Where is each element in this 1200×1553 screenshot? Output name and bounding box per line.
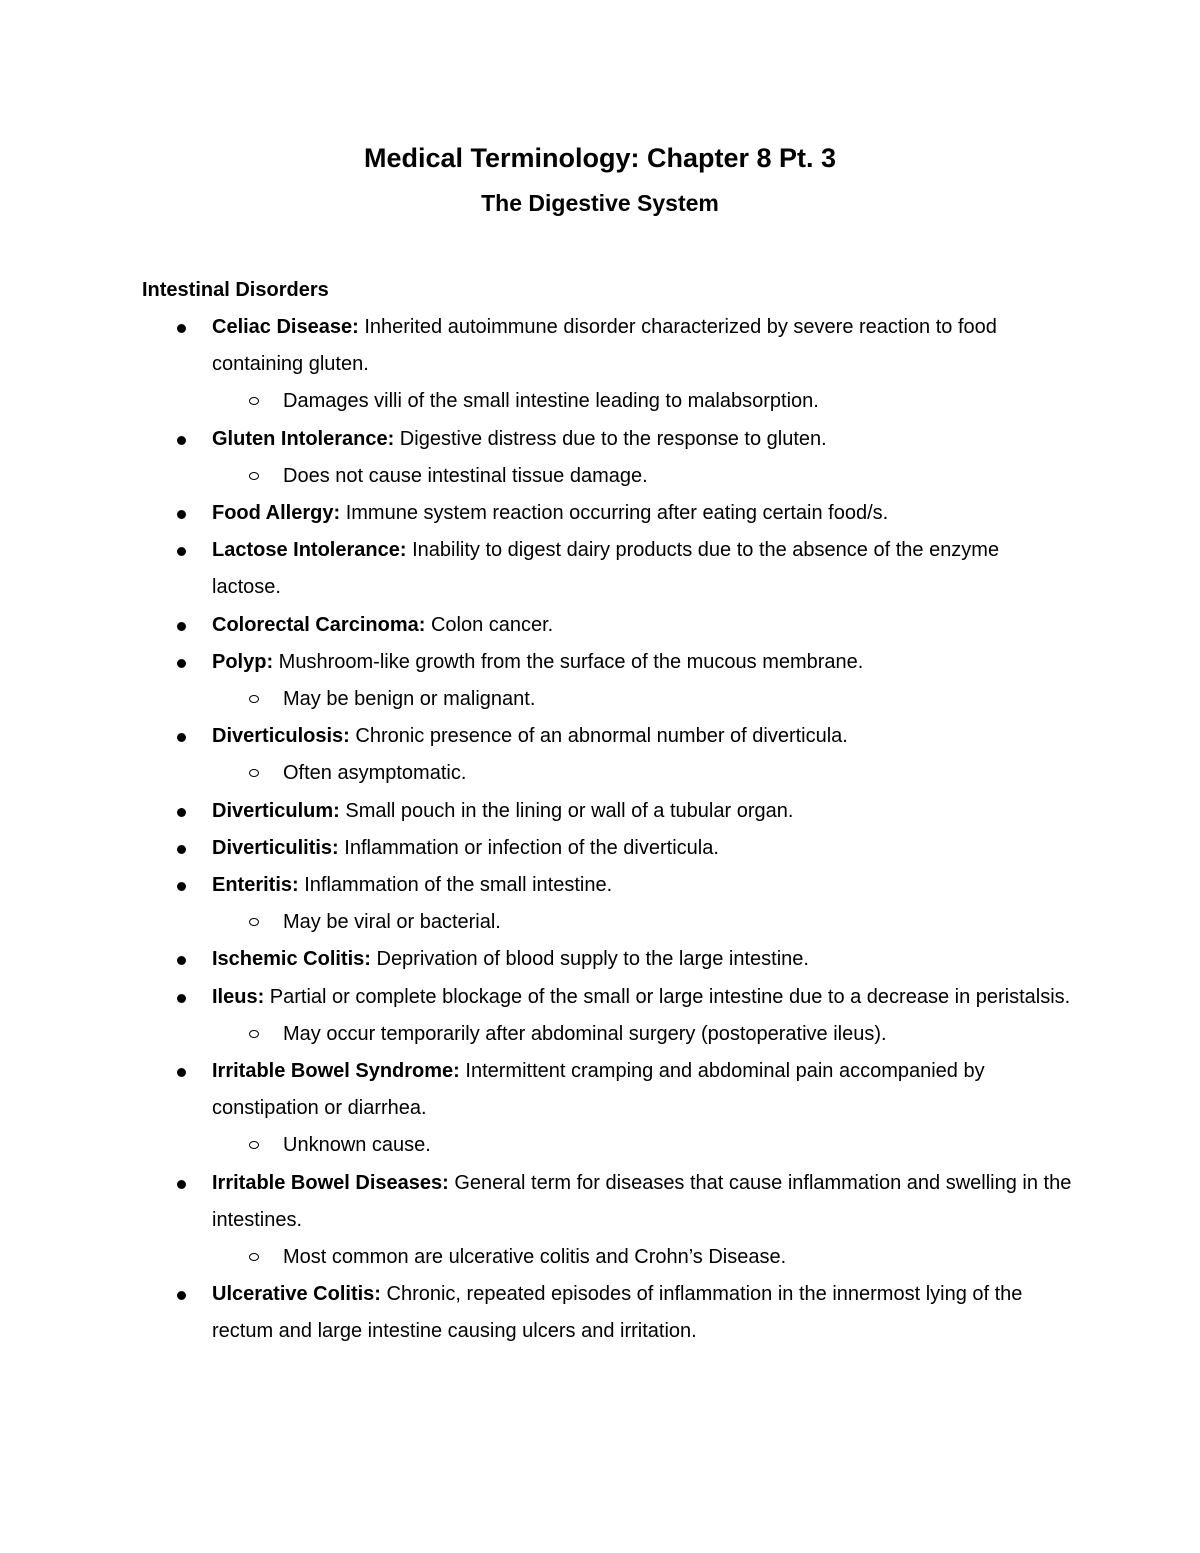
term-label: Celiac Disease: — [212, 316, 359, 338]
bullet-dot-icon — [177, 733, 186, 742]
term-definition: Inability to digest dairy products due to the absence of the enzyme lactose. — [212, 539, 1000, 599]
sub-list-item — [0, 1239, 1083, 1276]
bullet-circle-icon — [249, 918, 259, 926]
term-definition: Inflammation of the small intestine. — [298, 874, 613, 897]
list-item — [0, 718, 1072, 755]
bullet-dot-icon — [177, 324, 186, 333]
note-text: May be benign or malignant. — [283, 688, 536, 711]
term-label: Polyp: — [212, 650, 274, 673]
term-definition: Colon cancer. — [425, 613, 554, 636]
bullet-dot-icon — [177, 547, 186, 556]
sub-list-item — [0, 1127, 1083, 1164]
list-item — [0, 532, 1072, 606]
term-label: Diverticulitis: — [212, 836, 339, 859]
section-heading: Intestinal Disorders — [142, 279, 329, 301]
list-item — [0, 1276, 1072, 1350]
note-text: May be viral or bacterial. — [283, 911, 501, 934]
note-text: May occur temporarily after abdominal surgery (postoperative ileus). — [283, 1022, 887, 1045]
sub-list-item — [0, 681, 1083, 718]
note-text: Damages villi of the small intestine leading to malabsorption. — [283, 390, 819, 413]
list-item — [0, 644, 1072, 681]
list-item — [0, 495, 1072, 532]
term-label: Gluten Intolerance: — [212, 427, 395, 450]
list-item — [0, 607, 1072, 644]
list-item — [0, 793, 1072, 830]
bullet-circle-icon — [249, 1141, 259, 1149]
list-item — [0, 309, 1072, 383]
bullet-circle-icon — [249, 1253, 259, 1261]
document-title: Medical Terminology: Chapter 8 Pt. 3 — [363, 143, 837, 173]
term-label: Ischemic Colitis: — [212, 948, 371, 971]
term-definition: Immune system reaction occurring after eating certain food/s. — [340, 502, 889, 525]
bullet-dot-icon — [177, 436, 186, 445]
term-definition: Deprivation of blood supply to the large intestine. — [370, 948, 809, 971]
sub-list-item — [0, 1016, 1083, 1053]
bullet-dot-icon — [177, 882, 186, 891]
document-subtitle: The Digestive System — [481, 190, 719, 216]
note-text: Often asymptomatic. — [283, 762, 467, 785]
term-definition: General term for diseases that cause inflammation and swelling in the intestines. — [212, 1171, 1072, 1231]
bullet-circle-icon — [249, 397, 259, 405]
bullet-dot-icon — [177, 1068, 186, 1077]
bullet-dot-icon — [177, 994, 186, 1003]
term-label: Irritable Bowel Syndrome: — [212, 1060, 460, 1083]
list-item — [0, 867, 1072, 904]
bullet-circle-icon — [249, 695, 259, 703]
term-label: Ulcerative Colitis: — [212, 1283, 381, 1306]
bullet-dot-icon — [177, 1180, 186, 1189]
bullet-dot-icon — [177, 659, 186, 668]
term-definition: Inherited autoimmune disorder characterized by severe reaction to food containing gluten. — [212, 316, 997, 376]
term-label: Food Allergy: — [212, 502, 341, 525]
term-list — [0, 309, 1200, 1351]
term-label: Ileus: — [212, 985, 265, 1008]
term-label: Diverticulum: — [212, 799, 340, 822]
term-definition: Chronic, repeated episodes of inflammation in the innermost lying of the rectum and large intestine causing ulcers and irritation. — [212, 1283, 1023, 1343]
bullet-dot-icon — [177, 622, 186, 631]
bullet-circle-icon — [249, 769, 259, 777]
list-item — [0, 830, 1072, 867]
list-item — [0, 941, 1072, 978]
note-text: Does not cause intestinal tissue damage. — [283, 464, 648, 487]
list-item — [0, 979, 1072, 1016]
term-definition: Digestive distress due to the response to gluten. — [394, 427, 827, 450]
bullet-dot-icon — [177, 808, 186, 817]
term-label: Colorectal Carcinoma: — [212, 613, 426, 636]
note-text: Most common are ulcerative colitis and Crohn’s Disease. — [283, 1246, 787, 1269]
note-text: Unknown cause. — [283, 1134, 431, 1157]
sub-list-item — [0, 904, 1083, 941]
bullet-dot-icon — [177, 845, 186, 854]
bullet-circle-icon — [249, 1030, 259, 1038]
bullet-dot-icon — [177, 956, 186, 965]
term-definition: Mushroom-like growth from the surface of the mucous membrane. — [273, 650, 864, 673]
term-definition: Intermittent cramping and abdominal pain accompanied by constipation or diarrhea. — [212, 1060, 985, 1120]
term-definition: Small pouch in the lining or wall of a tubular organ. — [339, 799, 794, 822]
term-label: Lactose Intolerance: — [212, 539, 407, 562]
term-definition: Partial or complete blockage of the small or large intestine due to a decrease in peristalsis. — [264, 985, 1071, 1008]
term-definition: Inflammation or infection of the diverticula. — [338, 836, 719, 859]
list-item — [0, 1165, 1072, 1239]
term-label: Irritable Bowel Diseases: — [212, 1171, 449, 1194]
sub-list-item — [0, 755, 1083, 792]
bullet-circle-icon — [249, 472, 259, 480]
list-item — [0, 421, 1072, 458]
sub-list-item — [0, 458, 1083, 495]
bullet-dot-icon — [177, 1291, 186, 1300]
sub-list-item — [0, 383, 1083, 420]
bullet-dot-icon — [177, 510, 186, 519]
term-definition: Chronic presence of an abnormal number of diverticula. — [349, 725, 848, 748]
term-label: Diverticulosis: — [212, 725, 350, 748]
term-label: Enteritis: — [212, 874, 299, 897]
list-item — [0, 1053, 1072, 1127]
